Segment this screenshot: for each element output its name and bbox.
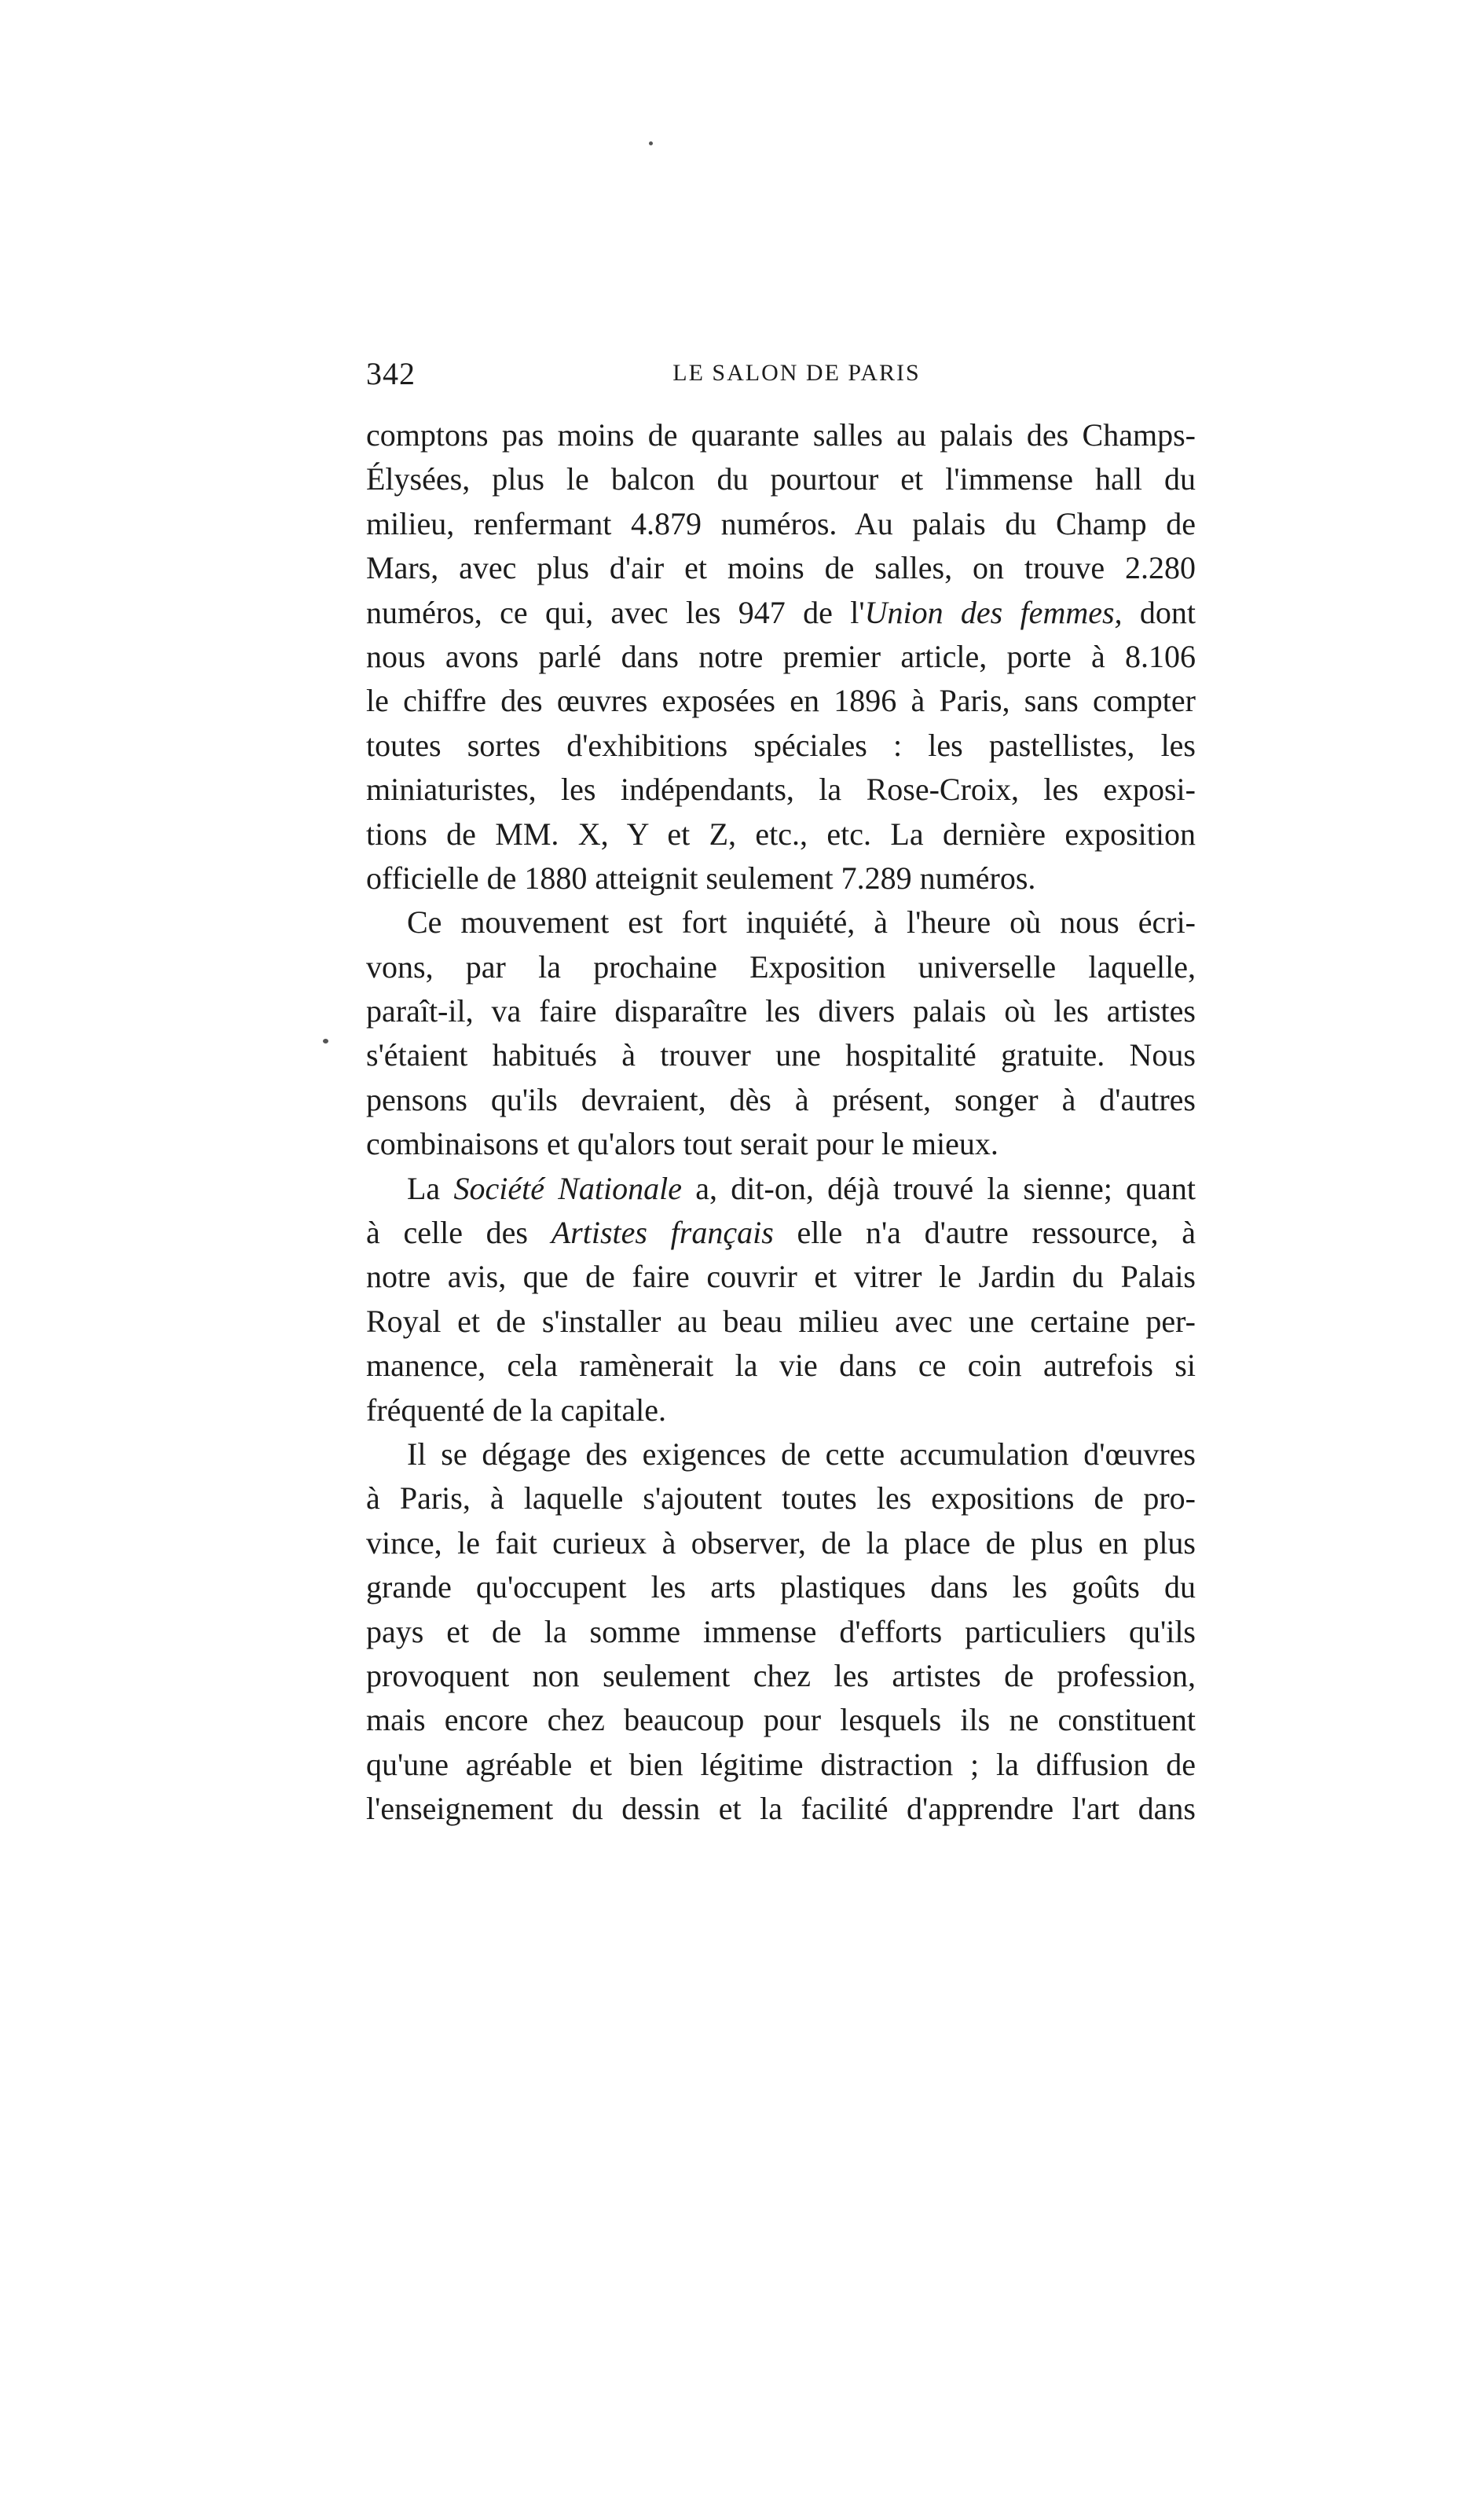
text-line: Élysées, plus le balcon du pourtour et l'immense hall du (366, 461, 1196, 497)
paragraph (366, 413, 1196, 900)
italic-text: Artistes français (551, 1215, 774, 1251)
text-line: paraît-il, va faire disparaître les divers palais où les artistes (366, 993, 1196, 1029)
text-line: l'enseignement du dessin et la facilité d'apprendre l'art dans (366, 1791, 1196, 1827)
italic-text: Union des femmes, (864, 594, 1123, 630)
page-number: 342 (366, 356, 416, 391)
text-line: mais encore chez beaucoup pour lesquels ils ne constituent (366, 1702, 1196, 1738)
body-text (366, 413, 1196, 1832)
scan-speck (323, 1039, 328, 1043)
text-line: manence, cela ramènerait la vie dans ce coin autrefois si (366, 1348, 1196, 1384)
paragraph (366, 1432, 1196, 1832)
text-line: tions de MM. X, Y et Z, etc., etc. La dernière exposition (366, 816, 1196, 852)
italic-text: Société Nationale (453, 1170, 682, 1206)
text-line: toutes sortes d'exhibitions spéciales : les pastellistes, les (366, 727, 1196, 763)
text-line: combinaisons et qu'alors tout serait pour le mieux. (366, 1126, 998, 1162)
text-line: officielle de 1880 atteignit seulement 7.289 numéros. (366, 860, 1036, 896)
text-line: pays et de la somme immense d'efforts particuliers qu'ils (366, 1613, 1196, 1649)
text-line: s'étaient habitués à trouver une hospitalité gratuite. Nous (366, 1037, 1196, 1073)
text-line: provoquent non seulement chez les artistes de profession, (366, 1657, 1196, 1693)
text-line: qu'une agréable et bien légitime distraction ; la diffusion de (366, 1746, 1196, 1782)
text-line: à Paris, à laquelle s'ajoutent toutes les expositions de pro- (366, 1480, 1196, 1517)
text-line: milieu, renfermant 4.879 numéros. Au palais du Champ de (366, 505, 1196, 541)
running-title: LE SALON DE PARIS (672, 360, 921, 386)
text-line: La Société Nationale a, dit-on, déjà trouvé la sienne; quant (407, 1170, 1196, 1206)
text-line: Royal et de s'installer au beau milieu avec une certaine per- (366, 1303, 1196, 1339)
text-line: vons, par la prochaine Exposition universelle laquelle, (366, 948, 1196, 985)
text-line: à celle des Artistes français elle n'a d'autre ressource, à (366, 1215, 1196, 1251)
text-line: le chiffre des œuvres exposées en 1896 à Paris, sans compter (366, 683, 1196, 719)
text-line: notre avis, que de faire couvrir et vitrer le Jardin du Palais (366, 1259, 1196, 1295)
text-line: grande qu'occupent les arts plastiques dans les goûts du (366, 1569, 1196, 1605)
text-line: Mars, avec plus d'air et moins de salles, on trouve 2.280 (366, 550, 1196, 586)
text-line: fréquenté de la capitale. (366, 1392, 666, 1428)
paragraph (366, 1167, 1196, 1432)
text-line: pensons qu'ils devraient, dès à présent, songer à d'autres (366, 1081, 1196, 1117)
text-line: vince, le fait curieux à observer, de la place de plus en plus (366, 1524, 1196, 1561)
text-line: miniaturistes, les indépendants, la Rose-Croix, les exposi- (366, 772, 1196, 808)
text-line: Ce mouvement est fort inquiété, à l'heure où nous écri- (407, 904, 1196, 941)
text-line: comptons pas moins de quarante salles au palais des Champs- (366, 417, 1196, 453)
text-line: Il se dégage des exigences de cette accumulation d'œuvres (407, 1436, 1196, 1472)
text-line: nous avons parlé dans notre premier article, porte à 8.106 (366, 638, 1196, 674)
running-head (366, 355, 1196, 402)
scan-speck (649, 141, 653, 145)
paragraph (366, 900, 1196, 1166)
text-line: numéros, ce qui, avec les 947 de l'Union des femmes, dont (366, 594, 1196, 630)
